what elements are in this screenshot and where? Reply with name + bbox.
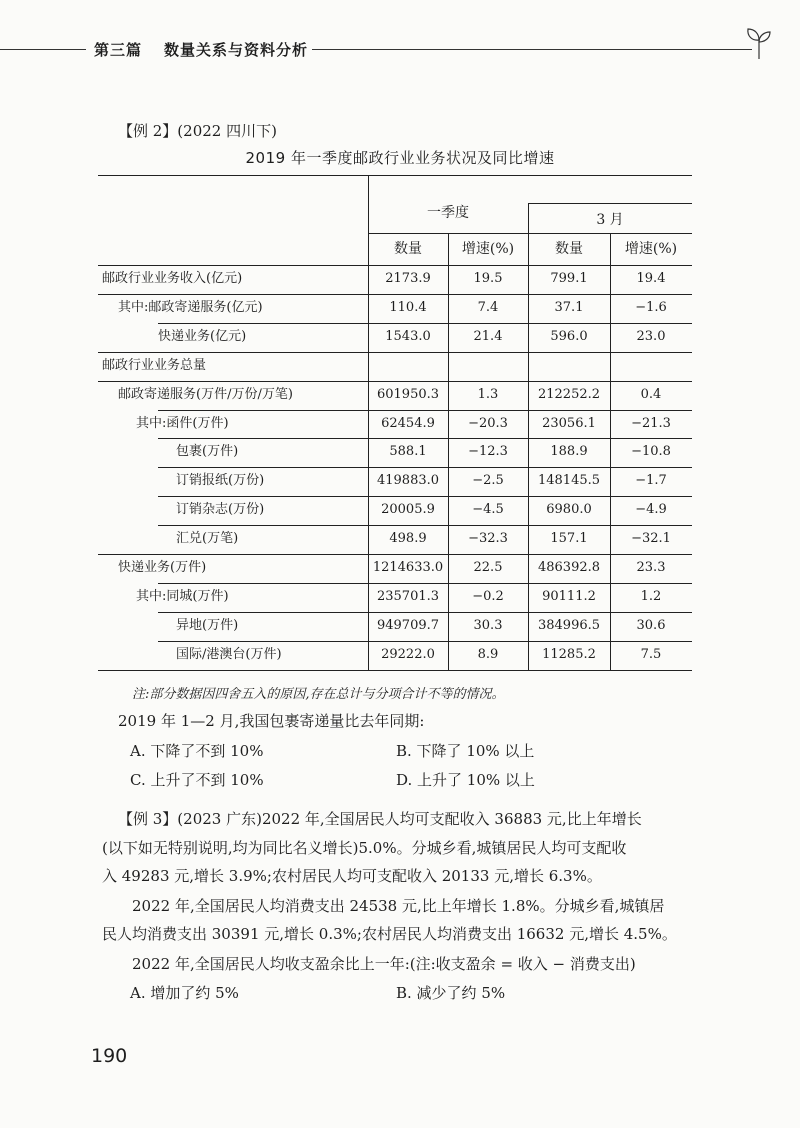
- table-cell: −32.1: [631, 531, 671, 547]
- table-cell: 1543.0: [385, 328, 431, 344]
- table-cell: [448, 352, 528, 380]
- table-cell: 30.3: [473, 617, 503, 633]
- table-cell: 601950.3: [376, 386, 440, 402]
- table-row-label: 其中:函件(万件): [136, 415, 229, 431]
- table-cell: 19.5: [473, 271, 503, 286]
- table-cell: 23056.1: [542, 415, 596, 431]
- table-cell: 799.1: [550, 271, 588, 286]
- page-header: [0, 38, 800, 62]
- table-cell: 90111.2: [542, 588, 596, 604]
- table-cell: 1.3: [477, 386, 499, 402]
- table-row-label: 邮政行业业务总量: [102, 357, 207, 373]
- col-header-march-count: 数量: [555, 241, 583, 257]
- table-row-label: 订销报纸(万份): [176, 473, 265, 489]
- table-cell: 37.1: [554, 299, 584, 315]
- table-cell: 498.9: [389, 531, 427, 547]
- example3-line: 【例 3】(2023 广东)2022 年,全国居民人均可支配收入 36883 元,比上年增长: [118, 810, 642, 828]
- table-cell: 212252.2: [537, 386, 601, 402]
- table-cell: 62454.9: [381, 415, 435, 431]
- example3-line: 2022 年,全国居民人均消费支出 24538 元,比上年增长 1.8%。分城乡看,城镇居: [132, 897, 665, 915]
- table-row-label: 邮政行业业务收入(亿元): [102, 271, 243, 286]
- table-cell: −0.2: [472, 588, 504, 604]
- table-cell: 7.5: [640, 646, 662, 662]
- table-cell: 235701.3: [376, 588, 440, 604]
- table-cell: 30.6: [636, 617, 666, 633]
- table-cell: −21.3: [631, 415, 671, 431]
- col-header-q1-growth: 增速(%): [461, 241, 515, 257]
- example2-label: 【例 2】(2022 四川下): [118, 122, 277, 140]
- table-cell: 11285.2: [542, 646, 596, 662]
- table-cell: 384996.5: [537, 617, 601, 633]
- section-label: 第三篇: [94, 41, 143, 59]
- table-row-label: 快递业务(亿元): [158, 328, 247, 344]
- table-cell: −32.3: [468, 531, 508, 547]
- table-rule-subheader: [368, 233, 692, 234]
- example3-option-a: A. 增加了约 5%: [130, 984, 239, 1002]
- table-cell: −2.5: [472, 473, 504, 489]
- table-cell: 949709.7: [376, 617, 440, 633]
- table-cell: 148145.5: [537, 473, 601, 489]
- data-table: [98, 175, 692, 670]
- header-rule-right: [312, 49, 752, 50]
- col-group-march: 3 月: [596, 212, 624, 228]
- table-cell: 8.9: [477, 646, 499, 662]
- table-cell: 20005.9: [381, 502, 435, 518]
- option-a: A. 下降了不到 10%: [130, 742, 264, 760]
- table-row-label: 其中:邮政寄递服务(亿元): [118, 299, 263, 315]
- table-cell: 1.2: [640, 588, 662, 604]
- table-cell: 0.4: [640, 386, 662, 402]
- table-cell: 7.4: [477, 299, 499, 315]
- page-number: 190: [91, 1045, 128, 1067]
- table-cell: [528, 352, 610, 380]
- table-title: 2019 年一季度邮政行业业务状况及同比增速: [245, 149, 555, 167]
- sprout-icon: [744, 26, 774, 60]
- table-cell: −4.9: [635, 502, 667, 518]
- table-cell: [368, 352, 448, 380]
- table-rule-month-group: [528, 203, 692, 204]
- example3-option-b: B. 减少了约 5%: [396, 984, 506, 1002]
- col-group-q1: 一季度: [427, 205, 469, 221]
- table-cell: 588.1: [389, 444, 427, 460]
- table-row-label: 汇兑(万笔): [176, 531, 239, 547]
- table-cell: 188.9: [550, 444, 588, 460]
- table-border-top: [98, 175, 692, 176]
- chapter-title: 数量关系与资料分析: [164, 41, 309, 59]
- table-cell: 419883.0: [376, 473, 440, 489]
- option-b: B. 下降了 10% 以上: [396, 742, 535, 760]
- col-header-q1-count: 数量: [394, 241, 422, 257]
- table-row-label: 国际/港澳台(万件): [176, 646, 282, 662]
- table-cell: 29222.0: [381, 646, 435, 662]
- table-row-label: 异地(万件): [176, 617, 239, 633]
- table-cell: −1.7: [635, 473, 667, 489]
- table-cell: 23.0: [636, 328, 666, 344]
- example3-line: 入 49283 元,增长 3.9%;农村居民人均可支配收入 20133 元,增长 6.3%。: [102, 867, 602, 885]
- table-cell: 21.4: [473, 328, 503, 344]
- table-cell: −10.8: [631, 444, 671, 460]
- option-c: C. 上升了不到 10%: [130, 771, 264, 789]
- table-row-label: 订销杂志(万份): [176, 502, 265, 518]
- table-cell: [610, 352, 692, 380]
- example3-line: (以下如无特别说明,均为同比名义增长)5.0%。分城乡看,城镇居民人均可支配收: [102, 839, 627, 857]
- example3-line: 2022 年,全国居民人均收支盈余比上一年:(注:收支盈余 = 收入 − 消费支出): [132, 955, 636, 973]
- table-cell: −12.3: [468, 444, 508, 460]
- table-note: 注:部分数据因四舍五入的原因,存在总计与分项合计不等的情况。: [132, 687, 505, 702]
- table-cell: 1214633.0: [372, 560, 444, 575]
- table-border-bottom: [98, 670, 692, 671]
- table-cell: 596.0: [550, 328, 588, 344]
- table-row-label: 快递业务(万件): [118, 560, 207, 575]
- table-cell: −1.6: [635, 299, 667, 315]
- table-cell: 486392.8: [537, 560, 601, 575]
- table-cell: 157.1: [550, 531, 588, 547]
- table-cell: −4.5: [472, 502, 504, 518]
- example3-line: 民人均消费支出 30391 元,增长 0.3%;农村居民人均消费支出 16632 元,增长 4.5%。: [102, 925, 677, 943]
- question-text: 2019 年 1—2 月,我国包裹寄递量比去年同期:: [118, 712, 425, 730]
- table-cell: 110.4: [389, 299, 427, 315]
- header-rule-left: [0, 49, 86, 50]
- col-header-march-growth: 增速(%): [624, 241, 678, 257]
- table-cell: 2173.9: [385, 271, 431, 286]
- table-cell: 6980.0: [546, 502, 592, 518]
- table-cell: 22.5: [473, 560, 503, 575]
- table-row-label: 邮政寄递服务(万件/万份/万笔): [118, 386, 293, 402]
- table-cell: −20.3: [468, 415, 508, 431]
- table-row-label: 其中:同城(万件): [136, 588, 229, 604]
- table-row-label: 包裹(万件): [176, 444, 239, 460]
- table-cell: 19.4: [636, 271, 666, 286]
- table-cell: 23.3: [636, 560, 666, 575]
- option-d: D. 上升了 10% 以上: [396, 771, 535, 789]
